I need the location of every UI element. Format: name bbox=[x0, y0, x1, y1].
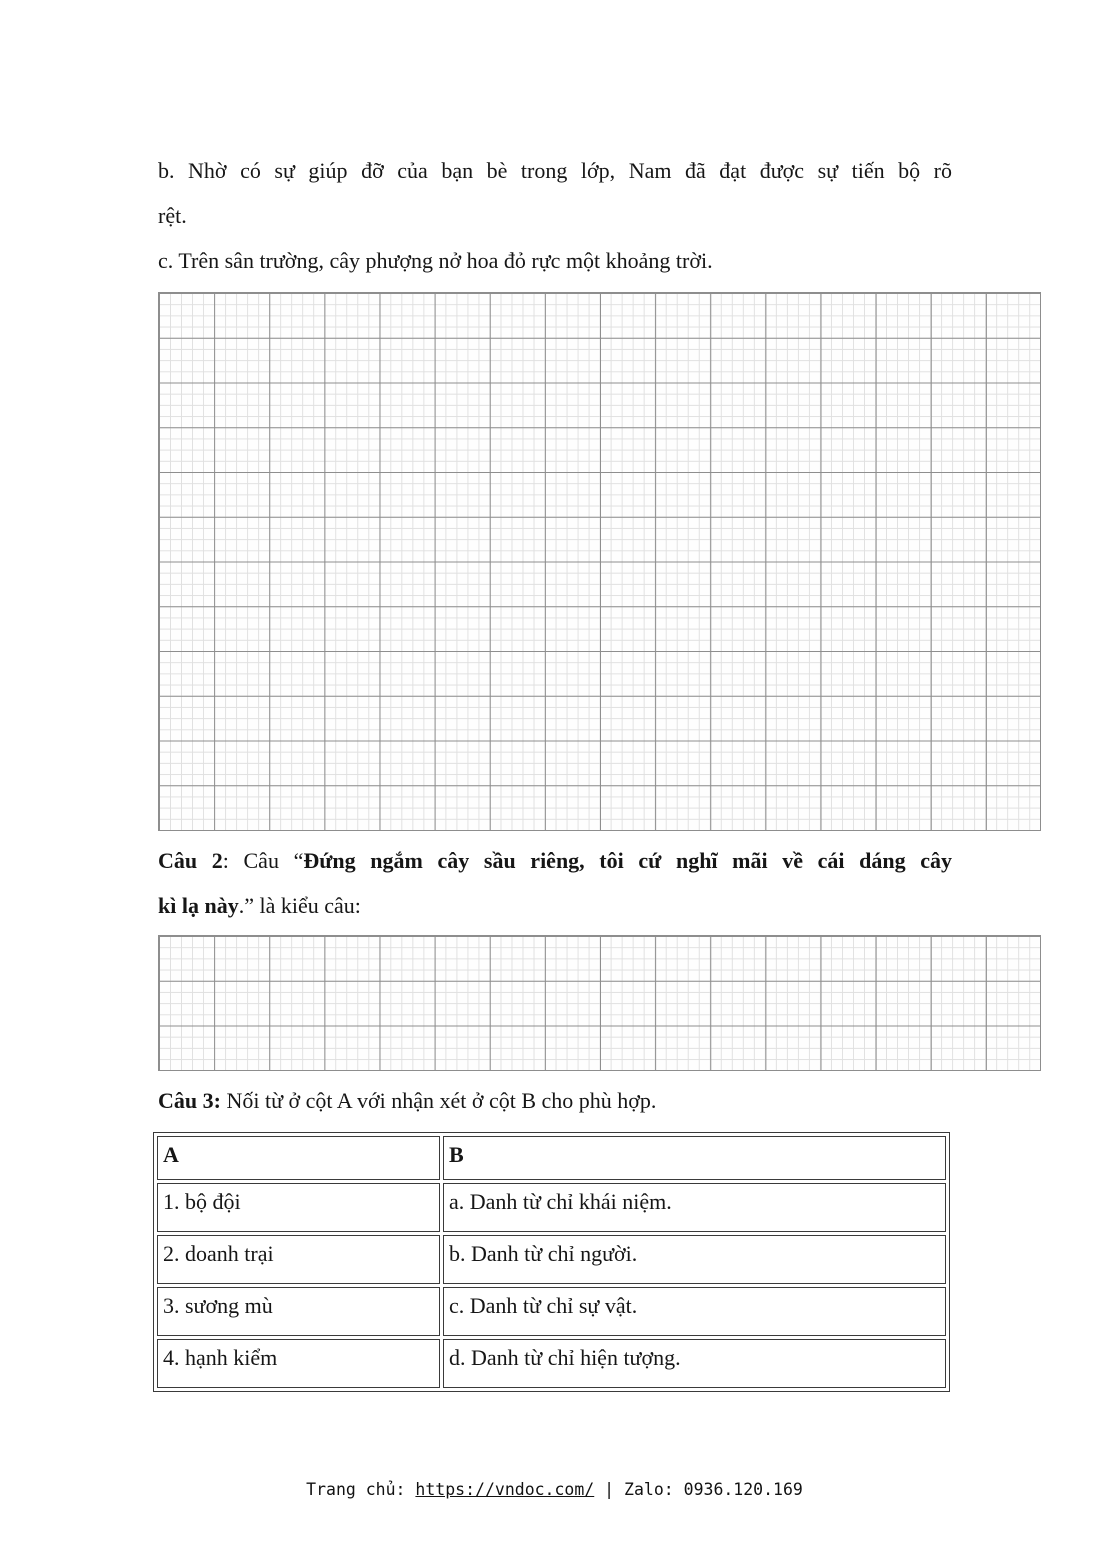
sentence-c-line: c. Trên sân trường, cây phượng nở hoa đỏ rực một khoảng trời. bbox=[158, 248, 713, 273]
question-3-label: Câu 3: bbox=[158, 1088, 221, 1113]
table-cell-b1: a. Danh từ chỉ khái niệm. bbox=[443, 1183, 946, 1232]
table-row-4 bbox=[157, 1339, 946, 1388]
footer-zalo-label: | Zalo: 0936.120.169 bbox=[594, 1480, 803, 1499]
table-cell-b4: d. Danh từ chỉ hiện tượng. bbox=[443, 1339, 946, 1388]
question-2-quote-part1: Đứng ngắm cây sầu riêng, tôi cứ nghĩ mãi về cái dáng cây bbox=[303, 848, 952, 873]
page-footer bbox=[0, 1477, 1109, 1503]
sentence-b-line2: rệt. bbox=[158, 203, 187, 228]
question-3-text: Nối từ ở cột A với nhận xét ở cột B cho phù hợp. bbox=[220, 1088, 657, 1113]
question-3 bbox=[158, 1078, 952, 1123]
writing-grid-small bbox=[158, 935, 1041, 1071]
table-cell-a3: 3. sương mù bbox=[157, 1287, 440, 1336]
footer-home-label: Trang chủ: bbox=[306, 1480, 416, 1499]
table-row-2 bbox=[157, 1235, 946, 1284]
sentence-b bbox=[158, 148, 952, 238]
sentence-c bbox=[158, 238, 952, 283]
column-b-header: B bbox=[443, 1136, 946, 1180]
question-2-label: Câu 2 bbox=[158, 848, 223, 873]
table-cell-b3: c. Danh từ chỉ sự vật. bbox=[443, 1287, 946, 1336]
homepage-link[interactable]: https://vndoc.com/ bbox=[415, 1480, 595, 1499]
question-3-line bbox=[158, 1078, 952, 1123]
column-a-header: A bbox=[157, 1136, 440, 1180]
question-2-tail: .” là kiểu câu: bbox=[238, 893, 361, 918]
table-cell-a1: 1. bộ đội bbox=[157, 1183, 440, 1232]
table-row-1 bbox=[157, 1183, 946, 1232]
table-cell-a2: 2. doanh trại bbox=[157, 1235, 440, 1284]
table-cell-a4: 4. hạnh kiểm bbox=[157, 1339, 440, 1388]
question-2 bbox=[158, 838, 952, 928]
matching-table bbox=[153, 1132, 950, 1392]
sentence-b-line1: b. Nhờ có sự giúp đỡ của bạn bè trong lớp, Nam đã đạt được sự tiến bộ rõ bbox=[158, 158, 952, 183]
question-2-line1 bbox=[158, 838, 952, 883]
question-2-lead: : Câu “ bbox=[222, 848, 304, 873]
question-2-line2 bbox=[158, 883, 952, 928]
table-header-row bbox=[157, 1136, 946, 1180]
table-cell-b2: b. Danh từ chỉ người. bbox=[443, 1235, 946, 1284]
table-row-3 bbox=[157, 1287, 946, 1336]
question-2-quote-part2: kì lạ này bbox=[158, 893, 239, 918]
writing-grid-large bbox=[158, 292, 1041, 831]
